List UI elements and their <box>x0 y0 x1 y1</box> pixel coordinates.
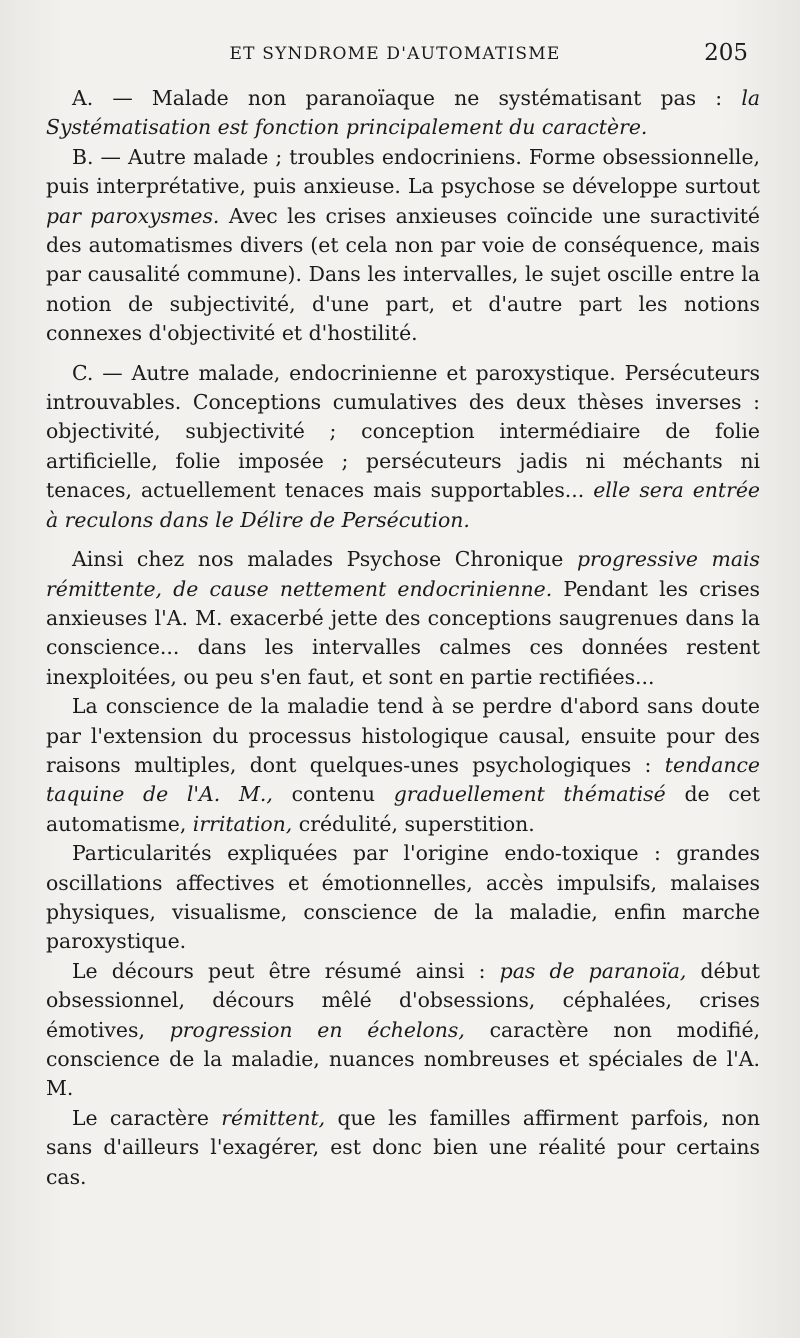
page-header <box>42 40 748 70</box>
text-run: Le décours peut être résumé ainsi : <box>72 958 500 983</box>
text-run: C. — Autre malade, endocrinienne et paroxystique. Persécuteurs introuvables. Conceptions cumulatives des deux thèses inverses : objectivité, subjectivité ; conception intermédiaire de folie artificielle, folie imposée ; persécuteurs jadis ni méchants ni tenaces, actuellement tenaces mais supportables... <box>46 360 760 503</box>
paragraph-summary <box>46 545 760 692</box>
text-run: crédulité, superstition. <box>292 811 535 836</box>
text-run: Le caractère <box>72 1105 222 1130</box>
italic-text-run: rémittent, <box>221 1105 326 1130</box>
paragraph-particularites <box>46 839 760 957</box>
text-run: que les familles affirment parfois, non sans d'ailleurs l'exagérer, est donc bien une réalité pour certains cas. <box>46 1105 760 1189</box>
text-run: Particularités expliquées par l'origine endo-toxique : grandes oscillations affectives et émotionnelles, accès impulsifs, malaises physiques, visualisme, conscience de la maladie, enfin marche paroxystique. <box>46 841 760 954</box>
text-run: A. — Malade non paranoïaque ne systématisant pas : <box>72 86 742 110</box>
paragraph-conscience <box>46 692 760 839</box>
text-run: Pendant les crises anxieuses l'A. M. exacerbé jette des conceptions saugrenues dans la conscience... dans les intervalles calmes ces données restent inexploitées, ou peu s'en faut, et sont en partie rectifiées... <box>46 576 760 689</box>
italic-text-run: pas de paranoïa, <box>499 958 687 983</box>
italic-text-run: tendance taquine de l'A. M., <box>46 752 760 807</box>
running-title: ET SYNDROME D'AUTOMATISME <box>229 44 561 64</box>
text-run: Avec les crises anxieuses coïncide une suractivité des automatismes divers (et cela non par voie de conséquence, mais par causalité commune). Dans les intervalles, le sujet oscille entre la notion de subjectivité, d'une part, et d'autre part les notions connexes d'objectivité et d'hostilité. <box>46 203 760 346</box>
text-run: contenu <box>272 782 394 807</box>
paragraph-case-b <box>46 143 760 349</box>
text-run: de cet automatisme, <box>46 782 761 836</box>
italic-text-run: irritation, <box>192 811 293 836</box>
text-run: début obsessionnel, décours mêlé d'obsessions, céphalées, crises émotives, <box>46 958 760 1042</box>
page-number: 205 <box>704 40 748 66</box>
italic-text-run: progressive mais rémittente, de cause nettement endocrinienne. <box>46 547 760 601</box>
italic-text-run: graduellement thématisé <box>393 782 666 807</box>
italic-text-run: la Systématisation est fonction principalement du caractère. <box>46 86 760 140</box>
text-run: caractère non modifié, conscience de la maladie, nuances nombreuses et spéciales de l'A. M. <box>46 1017 761 1101</box>
text-run: B. — Autre malade ; troubles endocriniens. Forme obsessionnelle, puis interprétative, puis anxieuse. La psychose se développe surtout <box>46 144 760 199</box>
paragraph-decours <box>46 957 760 1104</box>
body-text <box>46 84 760 1192</box>
paragraph-remittent <box>46 1104 760 1192</box>
text-run: La conscience de la maladie tend à se perdre d'abord sans doute par l'extension du processus histologique causal, ensuite pour des raisons multiples, dont quelques-unes psychologiques : <box>46 694 760 777</box>
italic-text-run: progression en échelons, <box>169 1017 465 1042</box>
paragraph-case-c <box>46 359 760 535</box>
italic-text-run: elle sera entrée à reculons dans le Délire de Persécution. <box>46 478 760 532</box>
text-run: Ainsi chez nos malades Psychose Chronique <box>72 547 577 572</box>
paragraph-case-a <box>46 84 760 143</box>
italic-text-run: par paroxysmes. <box>46 203 220 228</box>
